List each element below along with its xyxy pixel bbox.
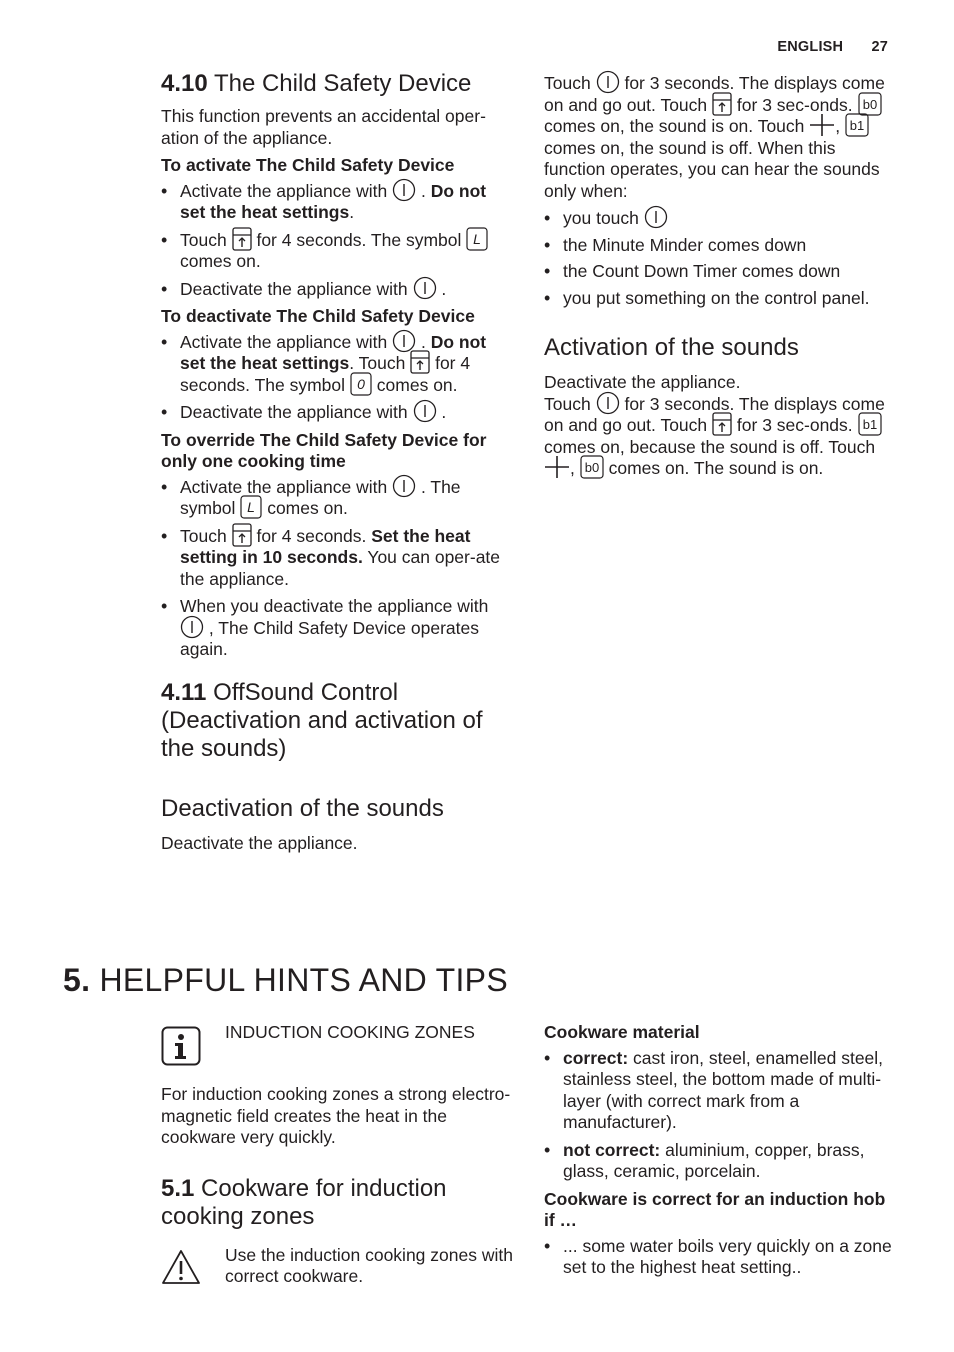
info-note — [161, 1022, 513, 1066]
power-icon — [180, 615, 204, 639]
deactivation-text: Deactivate the appliance. — [161, 832, 358, 853]
power-icon — [413, 399, 437, 423]
sound-off-display-symbol — [845, 113, 869, 137]
cookware-correct-list — [544, 1236, 899, 1279]
chapter-title: HELPFUL HINTS AND TIPS — [99, 962, 508, 998]
lock-char: L — [247, 499, 256, 516]
warning-note — [161, 1245, 513, 1289]
zero-char: 0 — [357, 375, 365, 392]
chapter-5-left-column — [161, 1022, 513, 1307]
list-item: • When you deactivate the appliance with , The Child Safety Device operates again. — [161, 596, 513, 661]
cookware-correct-lead: Cookware is correct for an induction hob if … — [544, 1188, 886, 1230]
activation-heading: Activation of the sounds — [544, 334, 799, 361]
section-number: 4.10 — [161, 70, 208, 97]
sound-off-chars: b1 — [862, 417, 877, 433]
power-icon — [392, 329, 416, 353]
cookware-material-lead: Cookware material — [544, 1022, 700, 1042]
deactivate-lead: To deactivate The Child Safety Device — [161, 306, 475, 326]
section-title: OffSound Control (Deactivation and activation of the sounds) — [161, 678, 483, 762]
list-item: • the Count Down Timer comes down — [544, 261, 899, 283]
section-title: Cookware for induction cooking zones — [161, 1174, 447, 1230]
list-item: • Activate the appliance with . The symbol L comes on. — [161, 477, 513, 520]
lock-key-icon — [232, 523, 252, 547]
power-icon — [596, 70, 620, 94]
list-item: • Deactivate the appliance with . — [161, 279, 513, 301]
warning-icon — [161, 1249, 201, 1290]
list-item: • Activate the appliance with . Do not set the heat settings. — [161, 181, 513, 224]
cookware-material-list — [544, 1048, 899, 1183]
section-4-11-heading — [161, 679, 513, 763]
lock-key-icon — [712, 412, 732, 436]
list-item: • not correct: aluminium, copper, brass, glass, ceramic, porcelain. — [544, 1140, 899, 1183]
header-language: ENGLISH — [777, 39, 844, 55]
deactivation-instructions: Touch for 3 seconds. The displays come on and go out. Touch for 3 sec-onds. b0 comes on, the sound is on. Touch , b1 comes on, the sound is off. When this function operates, you can hear the sounds only when: — [544, 73, 899, 202]
list-item: • Deactivate the appliance with . — [161, 402, 513, 424]
info-icon — [161, 1026, 201, 1071]
lock-key-icon — [410, 350, 430, 374]
section-4-10-heading — [161, 70, 513, 98]
list-item: • you touch — [544, 208, 899, 230]
power-icon — [596, 391, 620, 415]
chapter-number: 5. — [63, 962, 91, 998]
info-note-label: INDUCTION COOKING ZONES — [225, 1022, 475, 1042]
sound-on-display-symbol — [858, 92, 882, 116]
warning-text: Use the induction cooking zones with correct cookware. — [225, 1244, 513, 1286]
power-icon — [413, 276, 437, 300]
activate-steps — [161, 181, 513, 301]
list-item: • Activate the appliance with . Do not set the heat settings. Touch for 4 seconds. The symbol 0 comes on. — [161, 332, 513, 397]
page-header — [777, 39, 888, 55]
induction-intro: For induction cooking zones a strong electro-magnetic field creates the heat in the cookware very quickly. — [161, 1084, 511, 1147]
right-column — [544, 73, 899, 480]
list-item: • Touch for 4 seconds. The symbol L comes on. — [161, 230, 513, 273]
power-icon — [392, 474, 416, 498]
lock-char: L — [473, 230, 482, 247]
lock-key-icon — [712, 92, 732, 116]
override-lead: To override The Child Safety Device for only one cooking time — [161, 429, 487, 471]
sound-on-chars: b0 — [584, 460, 599, 476]
sound-on-chars: b0 — [862, 96, 877, 112]
section-5-1-heading — [161, 1175, 513, 1231]
zero-display-symbol — [350, 372, 372, 396]
chapter-5-right-column — [544, 1022, 899, 1285]
lock-display-symbol — [240, 495, 262, 519]
list-item: • Touch for 4 seconds. Set the heat setting in 10 seconds. You can oper-ate the appliance. — [161, 526, 513, 591]
sound-off-display-symbol — [858, 412, 882, 436]
list-item: • ... some water boils very quickly on a zone set to the highest heat setting.. — [544, 1236, 899, 1279]
sound-off-chars: b1 — [849, 118, 865, 134]
power-icon — [644, 205, 668, 229]
left-column — [161, 70, 513, 854]
activate-lead: To activate The Child Safety Device — [161, 155, 455, 175]
lock-key-icon — [232, 227, 252, 251]
plus-icon — [809, 113, 835, 137]
list-item: • you put something on the control panel. — [544, 288, 899, 310]
section-intro: This function prevents an accidental oper-ation of the appliance. — [161, 106, 486, 148]
chapter-5-heading — [63, 962, 508, 999]
sound-conditions-list — [544, 208, 899, 309]
section-number: 5.1 — [161, 1174, 195, 1202]
list-item: • the Minute Minder comes down — [544, 235, 899, 257]
deactivate-steps — [161, 332, 513, 424]
plus-icon — [544, 455, 570, 479]
activation-text: Deactivate the appliance. — [544, 372, 741, 392]
deactivation-heading: Deactivation of the sounds — [161, 794, 444, 822]
list-item: • correct: cast iron, steel, enamelled steel, stainless steel, the bottom made of multi-layer (with correct mark from a manufacturer). — [544, 1048, 899, 1134]
lock-display-symbol — [466, 227, 488, 251]
activation-instructions: Touch for 3 seconds. The displays come on and go out. Touch for 3 sec-onds. b1 comes on, because the sound is off. Touch , b0 comes on. The sound is on. — [544, 394, 899, 480]
sound-on-display-symbol — [580, 455, 604, 479]
section-number: 4.11 — [161, 678, 207, 706]
section-title: The Child Safety Device — [213, 70, 472, 97]
power-icon — [392, 178, 416, 202]
override-steps — [161, 477, 513, 661]
page-number: 27 — [871, 39, 888, 55]
